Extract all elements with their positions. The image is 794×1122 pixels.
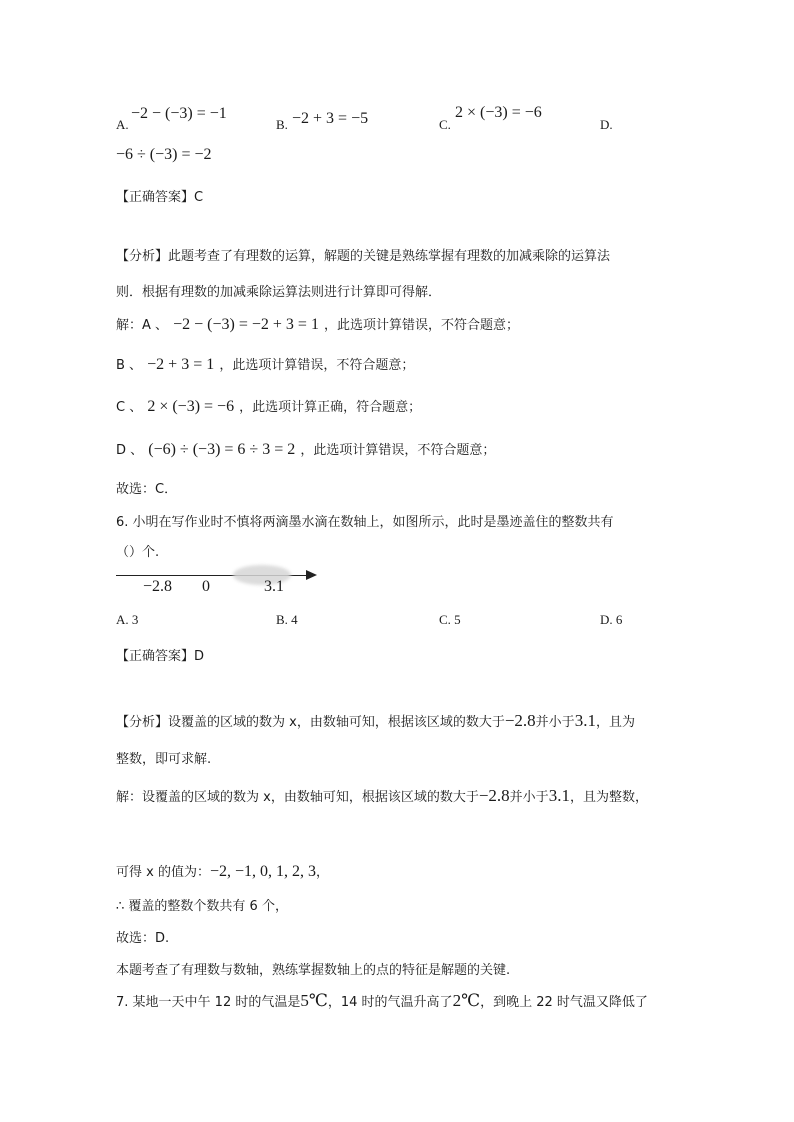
solution-line-a: [116, 314, 519, 334]
q6-summary: 本题考查了有理数与数轴，熟练掌握数轴上的点的特征是解题的关键.: [116, 963, 511, 978]
option-d-expression: −6 ÷ (−3) = −2: [116, 146, 212, 163]
q7-text-2: ，14 时的气温升高了: [327, 995, 453, 1010]
q7-text-3: ，到晚上 22 时气温又降低了: [480, 995, 648, 1010]
solution-line-c: [116, 396, 421, 416]
q6-values-suffix: ，: [316, 865, 330, 880]
q6-option-d: D. 6: [600, 612, 623, 627]
q6-analysis-text-3: ，且为: [595, 715, 635, 730]
q6-analysis-num-2: 3.1: [574, 711, 596, 730]
solution-line-d: [116, 439, 495, 459]
option-c-expression: 2 × (−3) = −6: [455, 104, 542, 121]
q6-solution-text-1: 解：设覆盖的区域的数为 x，由数轴可知，根据该区域的数大于: [116, 790, 479, 805]
q6-option-b: B. 4: [276, 612, 298, 627]
q6-solution-num-1: −2.8: [478, 786, 510, 805]
q6-stem-line1: 6. 小明在写作业时不慎将两滴墨水滴在数轴上，如图所示，此时是墨迹盖住的整数共有: [116, 515, 614, 530]
q6-option-a: A. 3: [116, 612, 139, 627]
solution-c-suffix: ，此选项计算正确，符合题意；: [239, 400, 422, 415]
q6-choose: 故选：D.: [116, 931, 170, 946]
q5-answer: 【正确答案】C: [116, 190, 204, 205]
q6-count-line: ∴ 覆盖的整数个数共有 6 个，: [116, 899, 288, 914]
q6-solution-line1: [116, 786, 648, 806]
q6-solution-text-3: ，且为整数，: [569, 790, 648, 805]
q6-answer: 【正确答案】D: [116, 649, 205, 664]
solution-d-prefix: D 、: [116, 443, 144, 458]
q5-choose: 故选：C．: [116, 482, 178, 497]
axis-label-3-1: 3.1: [264, 578, 284, 595]
solution-a-expression: −2 − (−3) = −2 + 3 = 1: [173, 316, 319, 333]
solution-b-expression: −2 + 3 = 1: [147, 356, 215, 373]
q6-values-prefix: 可得 x 的值为：: [116, 865, 210, 880]
axis-label-zero: 0: [202, 578, 210, 595]
solution-c-prefix: C 、: [116, 400, 143, 415]
q6-analysis-line2: 整数，即可求解.: [116, 752, 212, 767]
solution-line-b: [116, 354, 414, 374]
option-b-expression: −2 + 3 = −5: [292, 110, 369, 127]
option-a-letter: A.: [116, 117, 129, 132]
solution-d-expression: (−6) ÷ (−3) = 6 ÷ 3 = 2: [148, 441, 296, 458]
q7-temp-1: 5℃: [300, 991, 328, 1010]
q7-temp-2: 2℃: [452, 991, 481, 1010]
solution-d-suffix: ，此选项计算错误，不符合题意；: [300, 443, 496, 458]
q6-values-line: [116, 861, 329, 881]
q6-values-expression: −2, −1, 0, 1, 2, 3: [209, 863, 317, 880]
option-b-letter: B.: [276, 117, 288, 132]
q6-analysis-text-2: 并小于: [535, 715, 575, 730]
solution-c-expression: 2 × (−3) = −6: [147, 398, 235, 415]
solution-b-prefix: B 、: [116, 358, 143, 373]
q5-analysis-line1: 【分析】此题考查了有理数的运算，解题的关键是熟练掌握有理数的加减乘除的运算法: [116, 249, 611, 264]
q7-text-1: 7. 某地一天中午 12 时的气温是: [116, 995, 301, 1010]
q6-solution-num-2: 3.1: [548, 786, 570, 805]
option-a-expression: −2 − (−3) = −1: [131, 105, 227, 122]
solution-a-prefix: 解：A 、: [116, 318, 169, 333]
q5-analysis-line2: 则．根据有理数的加减乘除运算法则进行计算即可得解．: [116, 285, 442, 300]
solution-a-suffix: ，此选项计算错误，不符合题意；: [324, 318, 520, 333]
option-c-letter: C.: [439, 117, 451, 132]
q6-option-c: C. 5: [439, 612, 461, 627]
q6-stem-line2: （）个.: [116, 545, 160, 560]
q7-stem-line1: [116, 991, 648, 1011]
q6-analysis-num-1: −2.8: [504, 711, 536, 730]
number-line-arrow: [306, 570, 317, 580]
axis-label-neg-2-8: −2.8: [143, 578, 173, 595]
q6-analysis-text-1: 【分析】设覆盖的区域的数为 x，由数轴可知，根据该区域的数大于: [116, 715, 505, 730]
q6-analysis-line1: [116, 711, 635, 731]
option-d-letter: D.: [600, 117, 613, 132]
solution-b-suffix: ，此选项计算错误，不符合题意；: [219, 358, 415, 373]
q6-solution-text-2: 并小于: [509, 790, 549, 805]
